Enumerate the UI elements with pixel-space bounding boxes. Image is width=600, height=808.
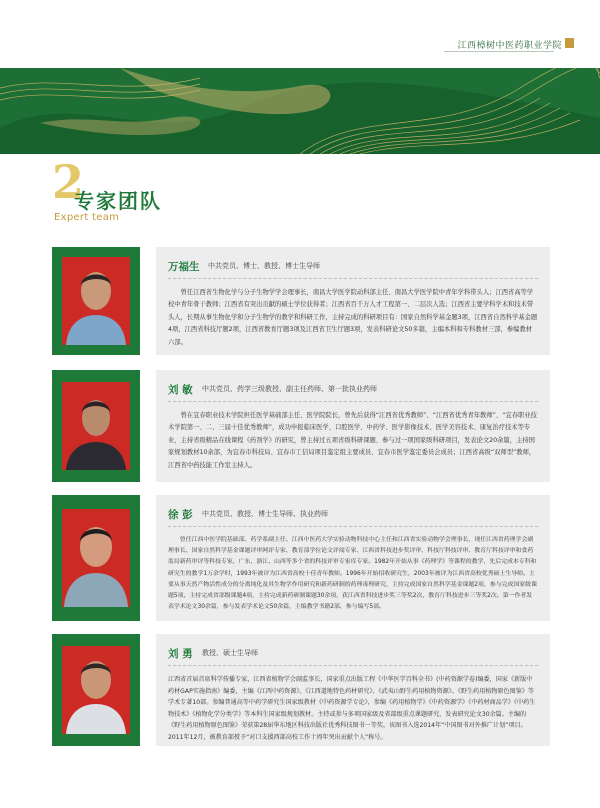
photo-frame [52, 495, 140, 621]
expert-photo [62, 509, 130, 607]
expert-name: 万福生 [168, 261, 200, 273]
expert-card [52, 634, 550, 746]
expert-text [156, 247, 550, 355]
section-heading [52, 155, 252, 235]
expert-text [156, 634, 550, 746]
divider [168, 278, 538, 279]
photo-frame [52, 370, 140, 482]
expert-photo [62, 257, 130, 345]
expert-bio: 曾任江西中医学院基础部、药学系副主任、江西中医药大学实验动物科技中心主任和江西省实验动物学会理事长，现任江西省药理学会副理事长、国家自然科学基金课题评审网评专家、教育部学位论文评阅专家、江西省科技进步奖评审、科技厅科技评审、教育厅科技评审和食药监局新药审评等科技专家，广东、浙江、山西等多个省的科技评审专家库专家。1982年开始从事《药理学》等课程的教学，先后完成本专科和研究生的教学1万余学时，1993年被评为江西省高校十佳青年教师。1996年开始招收研究生，2003年被评为江西省高校优秀硕士生导师。主要从事天然产物活性成分的分离纯化及其生物学作用研究和新药研制的药理毒理研究，主持完成国家自然科学基金课题2项，参与完成国家级课题5项，主持完成省部级课题4项，主持完成新药研制课题30余项，获江西省科技进步奖三等奖2次，教育厅科技进步三等奖2次。第一作者发表学术论文30余篇，参与发表学术论文50余篇，主编教学书籍2部，参与编写5部。 [168, 537, 537, 611]
expert-role: 中共党员、教授、博士生导师、执业药师 [202, 510, 328, 518]
expert-name: 徐 彭 [168, 509, 193, 521]
expert-photo [62, 382, 130, 470]
expert-role: 教授、硕士生导师 [202, 649, 258, 657]
decorative-banner [0, 68, 600, 154]
expert-bio: 江西省首届首席科学传播专家，江西省植物学会副监事长，国家重点出版工程《中华医学百科全书》(中药资源学卷)编委，国家《新版中药材GAP实施指南》编委，主编《江西中药资源》、《江西道地特色药材研究》、《武夷山野生药用植物资源》、《野生药用植物原色图鉴》等学术专著10部。参编普通高等中药学研究生国家级教材《中药资源学专论》，参编《药用植物学》《中药资源学》《中药材商品学》《中药生物技术》《植物化学分类学》等本科生国家级规划教材。主持或参与多项国家级及省部级重点课题研究，发表研究论文30余篇。主编的《野生药用植物原色图鉴》荣获第28届华东地区科技出版社优秀科技图书一等奖，该图书入选2014年“中国图书对外推广计划”项目。2011年12月，被教育部授予“对口支援西部高校工作十周年突出贡献个人”称号。 [168, 676, 536, 741]
expert-card [52, 247, 550, 355]
divider [168, 526, 538, 527]
section-title: 专家团队 [74, 189, 162, 213]
gold-square-icon [565, 38, 574, 48]
section-number: 2 [52, 155, 85, 209]
expert-card [52, 370, 550, 482]
expert-photo [62, 646, 130, 734]
page-header [0, 0, 600, 60]
photo-frame [52, 247, 140, 355]
expert-text [156, 495, 550, 621]
school-name: 江西樟树中医药职业学院 [457, 41, 562, 51]
expert-role: 中共党员、药学三级教授、副主任药师、第一批执业药师 [202, 385, 377, 393]
expert-card [52, 495, 550, 621]
expert-bio: 曾在宜春职业技术学院担任医学基础部主任、医学院院长，曾先后获得“江西省优秀教师”、“江西省优秀青年教师”、“宜春职业技术学院第一、二、三届十佳优秀教师”，成功申报临床医学、口腔医学、中药学、医学影像技术、医学美容技术、康复治疗技术等专业，主持省级精品在线课程《药剂学》的研究，曾主持过五项省级科研课题、参与过一项国家级科研项目，发表论文20余篇，主持国家规划教材10余部，为宜春市科技局、宜春市工信局项目鉴定组主要成员、宜春市医学鉴定委员会成员；江西省高级“双师型”教师，江西省中药技能工作室主持人。 [168, 412, 537, 469]
divider [168, 665, 538, 666]
expert-name: 刘 勇 [168, 648, 193, 660]
expert-text [156, 370, 550, 482]
divider [168, 401, 538, 402]
section-subtitle: Expert team [54, 212, 120, 223]
expert-role: 中共党员、博士、教授、博士生导师 [208, 262, 320, 270]
expert-name: 刘 敏 [168, 384, 193, 396]
header-divider [444, 51, 554, 52]
expert-bio: 曾任江西省生物化学与分子生物学学会理事长，南昌大学医学院动科部主任、南昌大学医学院中青年学科带头人；江西省高等学校中青年骨干教师；江西省有突出贡献的硕士学位获得者；江西省百千万人才工程第一、二层次人选；江西省主要学科学术和技术带头人，长期从事生物化学和分子生物学的教学和科研工作，主持完成的科研项目有：国家自然科学基金题3项，江西省自然科学基金题4项，江西省科技厅题2项，江西省教育厅题3项及江西省卫生厅题3项，发表科研论文50多篇，主编本科和专科教材三部，参编教材六部。 [168, 289, 538, 346]
photo-frame [52, 634, 140, 746]
